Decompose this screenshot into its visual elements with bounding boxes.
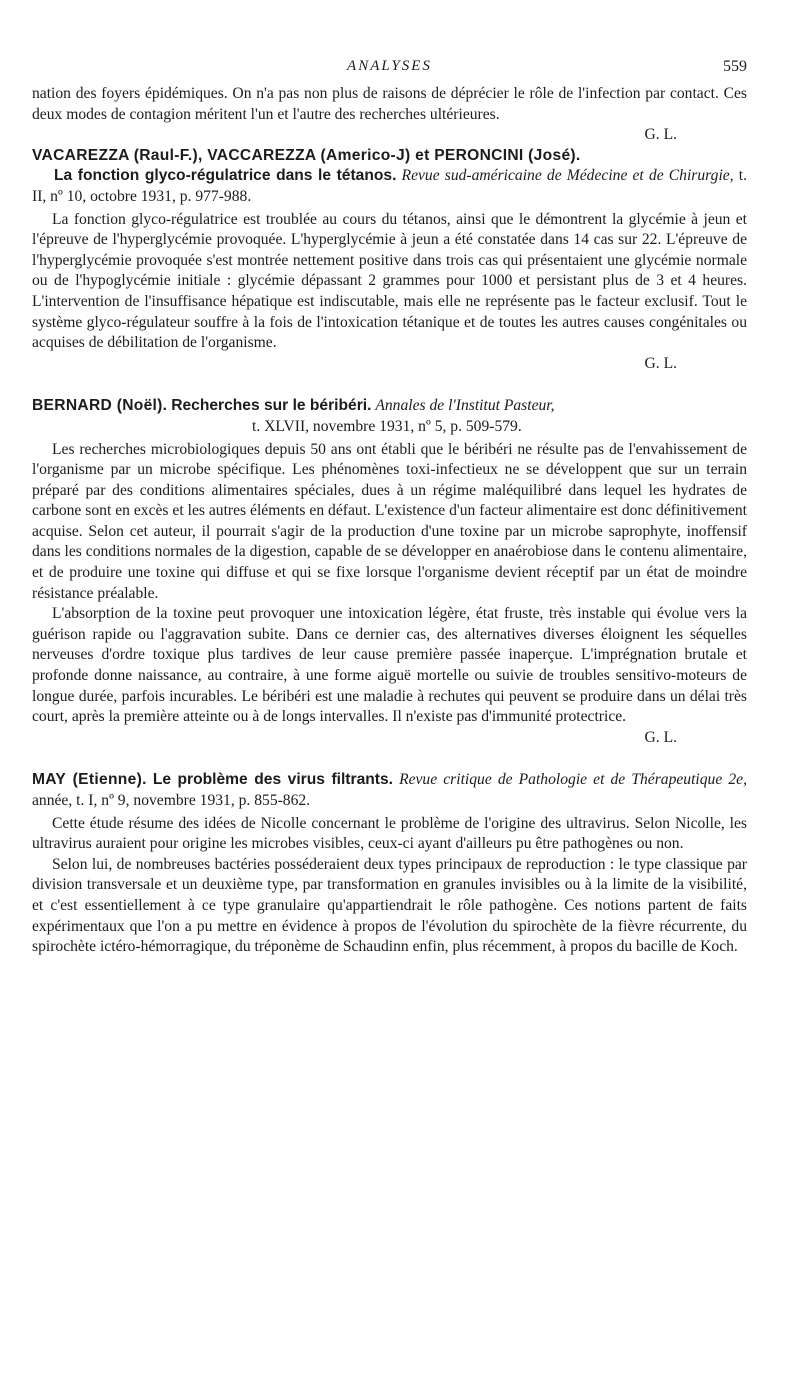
entry-authors: VACAREZZA (Raul-F.), VACCAREZZA (Americo-J) et PERONCINI (José). bbox=[32, 146, 581, 164]
entry-heading bbox=[32, 146, 747, 208]
continuation-text: nation des foyers épidémiques. On n'a pas non plus de raisons de déprécier le rôle de l'infection par contact. Ces deux modes de contagion méritent l'un et l'autre des recherches ultérieures. bbox=[32, 85, 747, 123]
entry-citation: année, t. I, nº 9, novembre 1931, p. 855-862. bbox=[32, 792, 311, 809]
continuation-paragraph bbox=[32, 84, 747, 146]
signature: G. L. bbox=[644, 728, 677, 746]
signature: G. L. bbox=[644, 354, 677, 372]
entry-authors: MAY (Etienne). bbox=[32, 771, 147, 789]
entry-authors: BERNARD (Noël). bbox=[32, 397, 168, 415]
review-entry-3 bbox=[32, 770, 747, 957]
entry-paragraph bbox=[32, 210, 747, 375]
entry-citation: t. II, nº 10, octobre 1931, p. 977-988. bbox=[32, 167, 747, 205]
entry-journal: Revue sud-américaine de Médecine et de Chirurgie, bbox=[401, 167, 734, 185]
paragraph-text: Selon lui, de nombreuses bactéries posséderaient deux types principaux de reproduction : le type classique par division transversale et un deuxième type, par transformation en granules invisibles ou à la limite de la visibilité, et c'est essentiellement à ce type granulaire qu'appartiendrait le rôle pathogène. Ces notions partent de faits expérimentaux que l'on a pu mettre en évidence à propos de l'évolution du spirochète de la fièvre récurrente, du spirochète ictéro-hémorragique, du tréponème de Schaudinn enfin, plus récemment, à propos du bacille de Koch. bbox=[32, 855, 747, 956]
entry-paragraph bbox=[32, 440, 747, 605]
entry-title: Le problème des virus filtrants. bbox=[152, 771, 393, 789]
review-entry-2 bbox=[32, 396, 747, 748]
page-number: 559 bbox=[723, 58, 747, 75]
entry-paragraph bbox=[32, 855, 747, 958]
entry-journal: Annales de l'Institut Pasteur, bbox=[375, 397, 555, 415]
page bbox=[32, 58, 747, 958]
article-body bbox=[32, 84, 747, 958]
running-title: ANALYSES bbox=[347, 58, 432, 74]
entry-title: Recherches sur le béribéri. bbox=[171, 397, 372, 415]
paragraph-text: Les recherches microbiologiques depuis 50 ans ont établi que le béribéri ne résulte pas de l'envahissement de l'organisme par un microbe spécifique. Les phénomènes toxi-infectieux ne se développent que sur un terrain préparé par des conditions alimentaires spéciales, dues à un régime maléquilibré dans lequel les hydrates de carbone sont en excès et les autres éléments en défaut. L'existence d'un facteur alimentaire est donc définitivement acquise. Selon cet auteur, il pourrait s'agir de la production d'une toxine par un microbe saprophyte, inoffensif dans les conditions normales de la digestion, capable de se développer en anaérobiose dans le contenu alimentaire, et de produire une toxine qui diffuse et qui se fixe lorsque l'organisme devient réceptif par un état de moindre résistance préalable. bbox=[32, 440, 747, 602]
entry-journal: Revue critique de Pathologie et de Thérapeutique 2e, bbox=[399, 771, 747, 789]
entry-heading bbox=[32, 770, 747, 811]
entry-citation: t. XLVII, novembre 1931, nº 5, p. 509-579. bbox=[252, 417, 522, 435]
entry-paragraph bbox=[32, 814, 747, 855]
running-head bbox=[32, 58, 747, 84]
review-entry-1 bbox=[32, 146, 747, 375]
paragraph-text: La fonction glyco-régulatrice est troublée au cours du tétanos, ainsi que le démontrent la glycémie à jeun et l'épreuve de l'hyperglycémie provoquée. L'hyperglycémie à jeun a été constatée dans 14 cas sur 22. L'épreuve de l'hyperglycémie provoquée s'est montrée nettement positive dans trois cas qui présentaient une glycémie normale ou de l'hypoglycémie initiale : glycémie dépassant 2 grammes pour 1000 et persistant plus de 3 et 4 heures. L'intervention de l'insuffisance hépatique est indiscutable, mais elle ne représente pas le facteur exclusif. Tout le système glyco-régulateur souffre à la fois de l'intoxication tétanique et de toutes les autres causes congénitales ou acquises de débilitation de l'organisme. bbox=[32, 210, 747, 352]
signature: G. L. bbox=[644, 126, 677, 144]
paragraph-text: Cette étude résume des idées de Nicolle concernant le problème de l'origine des ultravirus. Selon Nicolle, les ultravirus auraient pour origine les microbes visibles, ceux-ci ayant d'ailleurs pu être pathogènes ou non. bbox=[32, 814, 747, 853]
entry-title: La fonction glyco-régulatrice dans le tétanos. bbox=[54, 167, 397, 185]
entry-heading bbox=[32, 396, 747, 437]
entry-paragraph bbox=[32, 604, 747, 748]
paragraph-text: L'absorption de la toxine peut provoquer une intoxication légère, état fruste, très instable qui évolue vers la guérison rapide ou l'aggravation subite. Dans ce dernier cas, des alternatives diverses éloignent les séquelles nerveuses d'ordre toxique plus tardives de leur cause première passée inaperçue. L'imprégnation brutale et profonde donne naissance, au contraire, à une forme aiguë mortelle ou suivie de troubles sensitivo-moteurs de longue durée, parfois incurables. Le béribéri est une maladie à rechutes qui peuvent se produire dans un délai très court, après la première atteinte ou à de longs intervalles. Il n'existe pas d'immunité protectrice. bbox=[32, 605, 747, 726]
